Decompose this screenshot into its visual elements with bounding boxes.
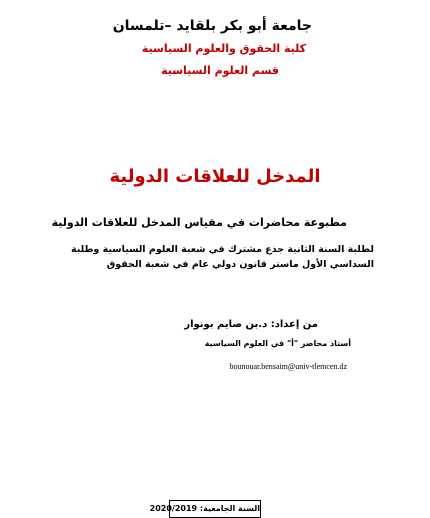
author-email: bounouar.bensaim@univ-tlemcen.dz (229, 362, 347, 371)
document-subtitle: مطبوعة محاضرات في مقياس المدخل للعلاقات الدولية (51, 216, 347, 229)
author-name: من إعداد: د.بن صايم بونوار (184, 319, 318, 330)
university-name: جامعة أبو بكر بلقايد –تلمسان (112, 18, 312, 34)
document-title: المدخل للعلاقات الدولية (109, 166, 321, 187)
author-position: أستاذ محاضر "أ" في العلوم السياسية (204, 339, 351, 348)
target-audience: لطلبة السنة الثانية جذع مشترك في شعبة العلوم السياسية وطلبة السداسي الأول ماستر قانون دولي عام في شعبة الحقوق (70, 244, 374, 270)
department-name: قسم العلوم السياسية (161, 64, 279, 77)
academic-year-box: السنة الجامعية: 2020/2019 (169, 500, 261, 518)
faculty-name: كلية الحقوق والعلوم السياسية (141, 42, 306, 55)
